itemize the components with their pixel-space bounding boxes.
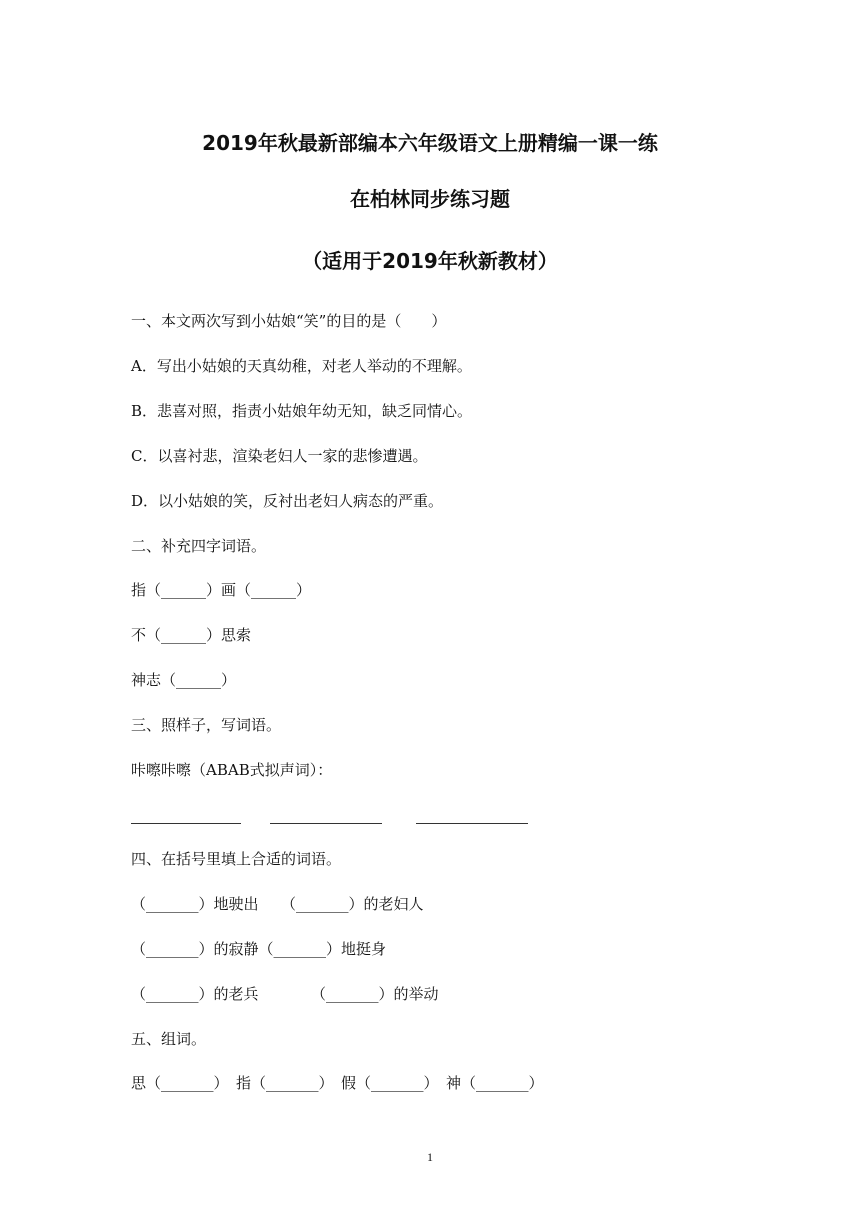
question-1-stem: 一、本文两次写到小姑娘“笑”的目的是（ ）	[131, 312, 447, 330]
question-2-item: 指（______）画（______）	[131, 581, 312, 599]
question-5-items: 思（_______） 指（_______） 假（_______） 神（_______）	[131, 1074, 544, 1092]
answer-blank-line	[270, 823, 382, 824]
question-5-stem: 五、组词。	[131, 1030, 207, 1048]
question-1-option-d: D．以小姑娘的笑，反衬出老妇人病态的严重。	[131, 492, 444, 510]
question-1-option-a: A．写出小姑娘的天真幼稚，对老人举动的不理解。	[131, 357, 472, 375]
title-line-3: （适用于2019年秋新教材）	[302, 249, 558, 273]
question-2-item: 神志（______）	[131, 671, 237, 689]
answer-blank-line	[131, 823, 241, 824]
question-3-stem: 三、照样子，写词语。	[131, 716, 282, 734]
question-2-stem: 二、补充四字词语。	[131, 537, 267, 555]
question-4-item: （_______）的寂静（_______）地挺身	[131, 940, 387, 958]
title-line-1: 2019年秋最新部编本六年级语文上册精编一课一练	[202, 131, 658, 155]
title-line-2: 在柏林同步练习题	[350, 187, 510, 211]
answer-blank-line	[416, 823, 528, 824]
question-4-item: （_______）地驶出 （_______）的老妇人	[131, 895, 424, 913]
question-4-item: （_______）的老兵 （_______）的举动	[131, 985, 439, 1003]
page-number: 1	[427, 1150, 433, 1164]
question-1-option-c: C．以喜衬悲，渲染老妇人一家的悲惨遭遇。	[131, 447, 428, 465]
question-1-option-b: B．悲喜对照，指责小姑娘年幼无知，缺乏同情心。	[131, 402, 473, 420]
question-3-example: 咔嚓咔嚓（ABAB式拟声词）：	[131, 761, 333, 779]
question-4-stem: 四、在括号里填上合适的词语。	[131, 850, 342, 868]
question-2-item: 不（______）思索	[131, 626, 252, 644]
answer-blank-lines	[131, 814, 541, 824]
